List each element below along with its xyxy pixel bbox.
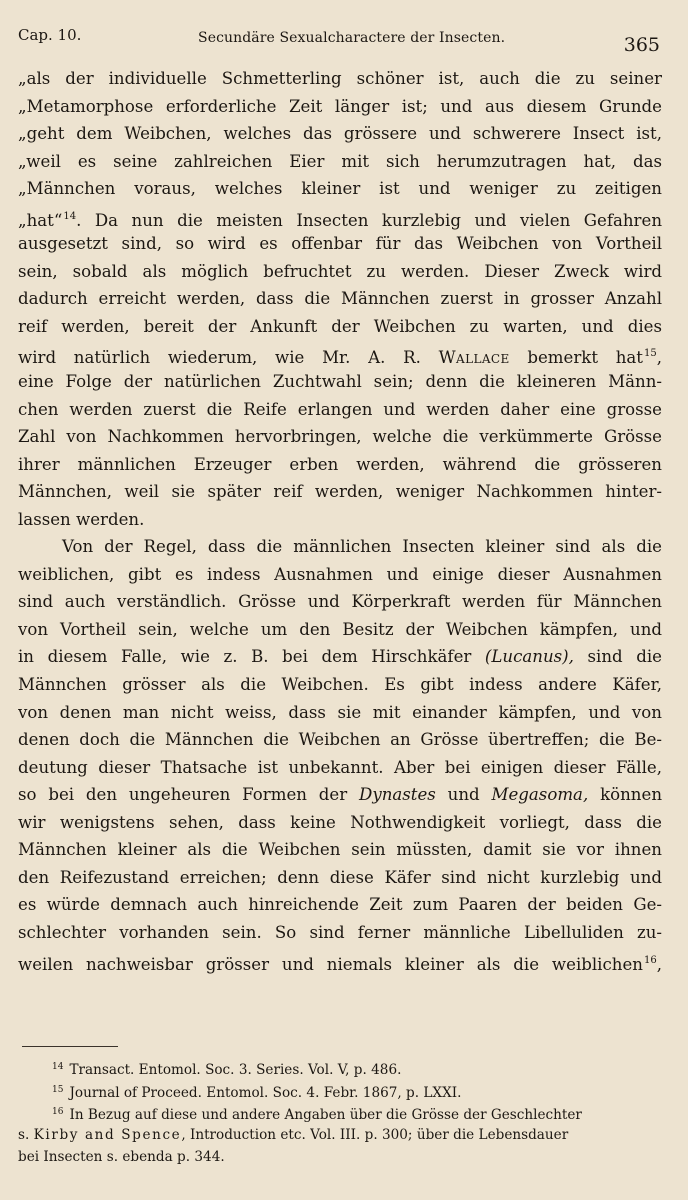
- text-line: ausgesetzt sind, so wird es offenbar für das Weibchen von Vortheil: [18, 234, 662, 254]
- text-run: s.: [18, 1126, 30, 1143]
- text-line: von denen man nicht weiss, dass sie mit einander kämpfen, und von: [18, 702, 662, 722]
- text-line: deutung dieser Thatsache ist unbekannt. Aber bei einigen dieser Fälle,: [18, 757, 662, 777]
- text-line: weiblichen, gibt es indess Ausnahmen und einige dieser Ausnahmen: [18, 564, 662, 584]
- text-line: „Metamorphose erforderliche Zeit länger ist; und aus diesem Grunde: [18, 96, 662, 116]
- text-line: reif werden, bereit der Ankunft der Weibchen zu warten, und dies: [18, 316, 662, 336]
- text-line: sind auch verständlich. Grösse und Körperkraft werden für Männchen: [18, 592, 662, 612]
- text-line: chen werden zuerst die Reife erlangen und werden daher eine grosse: [18, 399, 662, 419]
- text-line: [18, 781, 662, 809]
- footnote-ref: 15: [643, 348, 657, 360]
- footnote-16: [18, 1101, 662, 1124]
- text-line: [18, 203, 662, 231]
- text-run: ,: [656, 954, 662, 974]
- text-line: Männchen kleiner als die Weibchen sein müssten, damit sie vor ihnen: [18, 840, 662, 860]
- footnotes: [18, 1056, 662, 1169]
- text-run: so bei den ungeheuren Formen der: [18, 785, 348, 805]
- footnote-16-continued: [18, 1124, 662, 1147]
- text-run: bemerkt hat: [527, 348, 643, 368]
- text-line: es würde demnach auch hinreichende Zeit zum Paaren der beiden Ge-: [18, 895, 662, 915]
- footnote-ref: 16: [643, 954, 657, 966]
- text-run: wird natürlich wiederum, wie Mr. A. R.: [18, 348, 421, 368]
- text-line: den Reifezustand erreichen; denn diese Käfer sind nicht kurzlebig und: [18, 867, 662, 887]
- text-run: in diesem Falle, wie z. B. bei dem Hirschkäfer: [18, 647, 472, 667]
- footnote-mark: 14: [52, 1062, 64, 1072]
- author-names: Kirby and Spence: [33, 1126, 182, 1143]
- text-line: [18, 643, 662, 671]
- text-line: Männchen, weil sie später reif werden, weniger Nachkommen hinter-: [18, 482, 662, 502]
- text-line: von Vortheil sein, welche um den Besitz der Weibchen kämpfen, und: [18, 619, 662, 639]
- text-line: „als der individuelle Schmetterling schöner ist, auch die zu seiner: [18, 69, 662, 88]
- genus-name: (Lucanus),: [484, 647, 574, 667]
- footnote-text: In Bezug auf diese und andere Angaben über die Grösse der Geschlechter: [69, 1107, 582, 1123]
- text-line: schlechter vorhanden sein. So sind ferner männliche Libelluliden zu-: [18, 922, 662, 942]
- page-number: 365: [623, 34, 660, 56]
- text-line: „geht dem Weibchen, welches das grössere und schwerere Insect ist,: [18, 124, 662, 144]
- footnote-mark: 15: [52, 1084, 64, 1095]
- main-text: [18, 65, 662, 974]
- text-line: ihrer männlichen Erzeuger erben werden, während die grösseren: [18, 454, 662, 474]
- text-run: „hat“: [18, 210, 63, 230]
- footnote-16-continued: bei Insecten s. ebenda p. 344.: [18, 1149, 225, 1165]
- text-run: können: [600, 785, 662, 805]
- author-name: Wallace: [438, 348, 510, 368]
- text-run: und: [447, 785, 480, 805]
- text-run: weilen nachweisbar grösser und niemals kleiner als die weiblichen: [18, 954, 643, 974]
- footnote-14: [18, 1056, 662, 1079]
- running-title: Secundäre Sexualcharactere der Insecten.: [198, 30, 506, 46]
- text-line: Von der Regel, dass die männlichen Insecten kleiner sind als die: [62, 537, 662, 557]
- text-run: sind die: [587, 647, 662, 667]
- text-line: „Männchen voraus, welches kleiner ist und weniger zu zeitigen: [18, 179, 662, 199]
- running-header: [18, 24, 660, 60]
- footnote-ref: 14: [63, 210, 77, 222]
- text-run: . Da nun die meisten Insecten kurzlebig und vielen Gefahren: [76, 210, 662, 230]
- text-line: Männchen grösser als die Weibchen. Es gibt indess andere Käfer,: [18, 675, 662, 695]
- footnote-15: [18, 1079, 662, 1102]
- genus-name: Dynastes: [359, 785, 436, 805]
- text-line: [18, 340, 662, 368]
- text-line: Zahl von Nachkommen hervorbringen, welche die verkümmerte Grösse: [18, 427, 662, 447]
- chapter-label: Cap. 10.: [18, 26, 82, 44]
- text-run: , Introduction etc. Vol. III. p. 300; über die Lebensdauer: [181, 1126, 569, 1143]
- text-line: denen doch die Männchen die Weibchen an Grösse übertreffen; die Be-: [18, 730, 662, 750]
- text-line: dadurch erreicht werden, dass die Männchen zuerst in grosser Anzahl: [18, 289, 662, 309]
- text-line: eine Folge der natürlichen Zuchtwahl sein; denn die kleineren Männ-: [18, 372, 662, 392]
- text-line: lassen werden.: [18, 509, 145, 529]
- genus-name: Megasoma,: [491, 785, 589, 805]
- footnote-text: Transact. Entomol. Soc. 3. Series. Vol. V, p. 486.: [69, 1062, 402, 1078]
- text-run: ,: [656, 348, 662, 368]
- text-line: sein, sobald als möglich befruchtet zu werden. Dieser Zweck wird: [18, 261, 662, 281]
- text-line: wir wenigstens sehen, dass keine Nothwendigkeit vorliegt, dass die: [18, 812, 662, 832]
- text-line: [18, 947, 662, 975]
- footnote-text: Journal of Proceed. Entomol. Soc. 4. Febr. 1867, p. LXXI.: [69, 1084, 462, 1101]
- footnote-rule: [22, 1046, 118, 1047]
- text-line: „weil es seine zahlreichen Eier mit sich herumzutragen hat, das: [18, 151, 662, 171]
- footnote-mark: 16: [52, 1107, 64, 1117]
